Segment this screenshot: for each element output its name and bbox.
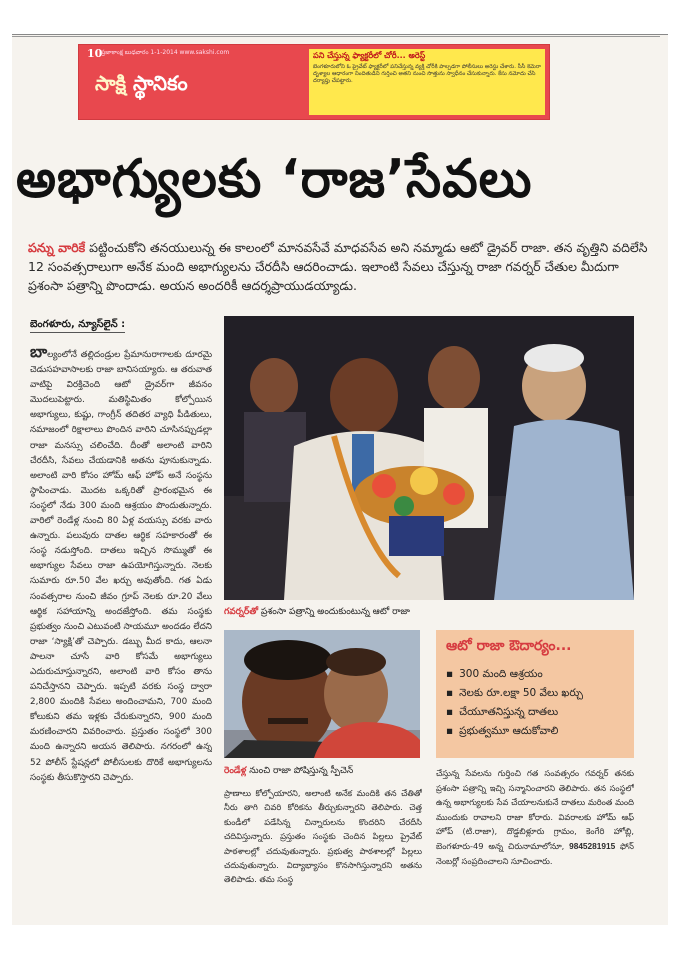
highlights-box [436,630,634,758]
right-column-text: చేస్తున్న సేవలను గుర్తించి గత సంవత్సరం గవర్నర్ తనకు ప్రశంసా పత్రాన్ని ఇచ్చి సన్మానించారని తెలిపారు. తన సంస్థలో ఉన్న అభాగ్యులకు సేవ చేయాలనుకునే దాతలు మరింత మంది ముందుకు రావాలని రాజా కోరారు. వివరాలకు హోమ్ ఆఫ్ హోప్ (టి.రాజా), దొడ్డబిళ్లూరు గ్రామం, కెంగేరి హోబ్లి, బెంగళూరు-49 అన్న చిరునామాలోనూ, [436,768,634,851]
section-header [78,44,550,120]
date-line: ప్రజాకాంక్ష బుధవారం 1-1-2014 www.sakshi.com [101,49,230,56]
dropcap: బా [30,344,48,361]
main-photo-caption [224,602,634,622]
raja-with-child-illustration [224,630,420,758]
child-photo-caption [224,766,353,778]
main-caption-highlight: గవర్నర్‌తో [224,607,259,617]
highlight-item: ▪ చేయూతనిస్తున్న దాతలు [446,703,624,722]
brand-name: సాక్షి [95,71,127,95]
highlight-item: ▪ 300 మంది ఆశ్రయం [446,665,624,684]
masthead [95,71,188,100]
main-caption-text: ప్రశంసా పత్రాన్ని అందుకుంటున్న ఆటో రాజా [258,607,410,617]
body-text: ల్యంలోనే తల్లిదండ్రుల ప్రేమానురాగాలకు దూరమై చెడుసహవాసాలకు రాజా బానిసయ్యారు. ఆ తరువాత వాటిపై విరక్తిచెంది ఆటో డ్రైవర్‌గా జీవనం మొదలుపెట్టారు. మతిస్థిమితం కోల్పోయిన అభాగ్యులు, కుష్టు, గాంగ్రీన్ తదితర వ్యాధి పీడితులు, నమాజంలో రిక్షాలాలు పొందిన వారిని చూసినప్పుడల్లా రాజా మనస్సు చలించేది. దీంతో అలాంటి వారిని చేరదీసి, సేవలు చేయడానికి అతను పూనుకున్నాడు. అలాంటి వారి కోసం హోమ్ ఆఫ్ హోప్ అనే సంస్థను స్థాపించాడు. మొదట ఒక్కరితో ప్రారంభమైన ఈ సంస్థలో నేడు 300 మంది ఆశ్రయం పొందుతున్నారు. వారిలో రెండేళ్ల నుంచి 80 ఏళ్ల వయస్సు వరకు వారు ఉన్నారు. పలువురు దాతల ఆర్థిక సహకారంతో ఈ సంస్థ నడుస్తోంది. దాతలు ఇచ్చిన సొమ్ముతో ఈ అభాగ్యుల సేవలు రాజా ఉపయోగిస్తున్నారు. నెలకు సుమారు రూ.50 వేల ఖర్చు అవుతోంది. గత ఏడు సంవత్సరాల నుంచి జీవం గ్రూప్ నెలకు రూ.20 వేలు ఆర్థిక సహాయాన్ని అందజేస్తోంది. తమ సంస్థకు ప్రభుత్వం నుంచి ఎటువంటి సాయమూ అందడం లేదని రాజా ‘స్యాక్షి’తో చెప్పారు. డబ్బు మీద కాదు, ఆలనా పాలనా చూసే వారి కోసమే అభాగ్యులు ఎదురుచూస్తున్నారని, అలాంటి వారి కోసం తాను పనిచేస్తానని చెప్పారు. ఇప్పటి వరకు సంస్థ ద్వారా 2,800 మందికి సేవలు అందించామని, 700 మంది కోలుకుని తమ ఇళ్లకు చేరుకున్నారని, 900 మంది మరణించారని వివరించారు. ప్రస్తుతం సంస్థలో 300 మంది ఉన్నారని అయన తెలిపారు. నగరంలో ఉన్న 52 పోలీస్ స్టేషన్లలో పోలీసులకు దొరికే అభాగ్యులను సంస్థకు తీసుకొస్తారని చెప్పారు. [30,350,212,783]
article-headline: అభాగ్యులకు ‘రాజ’సేవలు [16,148,533,210]
article-body-left-column [30,344,212,904]
section-name: స్థానికం [133,71,188,95]
article-body-right-column [436,766,634,904]
page-top-rule [12,36,660,37]
article-body-middle-column: ప్రాణాలు కోల్పోయారని, అలాంటి అనేక మందికి తన చేతితో నీరు తాగి చివరి కోరికను తీర్చుకున్నారని తెలిపారు. చెత్త కుండీలో పడేసిన్న చిన్నారులను కొందరిని చేరదీసి చదివిస్తున్నారు. ప్రస్తుతం సంస్థకు చెందిన పిల్లలు ప్రైవేట్ పాఠశాలల్లో చదువుతున్నారు. ప్రభుత్వ పాఠశాలల్లో పిల్లలు చదువుతున్నారు. విద్యాభ్యాసం కొనసాగిస్తున్నారని అతను తెలిపాడు. తమ సంస్థ [224,788,422,885]
raja-with-child-photo [224,630,420,758]
dateline: బెంగళూరు, న్యూస్‌లైన్ : [30,318,125,333]
teaser-box [309,49,545,115]
highlights-list [446,665,624,741]
intro-lead: పన్ను వారికే [28,240,86,255]
teaser-title: పని చేస్తున్న ఫ్యాక్టరీలో చోరీ... అరెస్ట్ [313,51,426,60]
right-column-end: ఫోన్ నెంబర్లో సంప్రదించాలని సూచించారు. [436,840,634,866]
article-intro [28,238,656,295]
teaser-text: బెంగళూరులోని ఓ ప్రైవేట్ ఫ్యాక్టరీలో పనిచేస్తున్న వ్యక్తి చోరీకి పాల్పడగా పోలీసులు అరెస్టు చేశారు. సీసీ కెమెరా దృశ్యాల ఆధారంగా నిందితుడిని గుర్తించి అతని నుంచి సొత్తును స్వాధీనం చేసుకున్నారు. కేసు నమోదు చేసి దర్యాప్తు చేపట్టారు. [313,64,542,84]
highlight-item: ▪ నెలకు రూ.లక్షా 50 వేలు ఖర్చు [446,684,624,703]
governor-award-photo [224,316,634,600]
page-number: 10 [87,47,103,60]
highlight-item: ▪ ప్రభుత్వమూ ఆదుకోవాలి [446,722,624,741]
highlights-title: ఆటో రాజా ఔదార్యం... [446,638,572,654]
intro-text: పట్టించుకోని తనయులున్న ఈ కాలంలో మానవసేవే మాధవసేవ అని నమ్మాడు ఆటో డ్రైవర్ రాజా. తన వృత్తిని వదిలేసి 12 సంవత్సరాలుగా అనేక మంది అభాగ్యులను చేరదీసి ఆదరించాడు. ఇలాంటి సేవలు చేస్తున్న రాజా గవర్నర్ చేతుల మీదుగా ప్రశంసా పత్రాన్ని పొందాడు. అయన అందరికీ ఆదర్శప్రాయుడయ్యాడు. [28,240,648,293]
contact-phone: 9845281915 [569,840,616,851]
child-caption-highlight: రెండేళ్ల [224,766,247,776]
child-caption-text: నుంచి రాజా పోషిస్తున్న స్పీచెన్ [246,766,354,776]
governor-award-illustration [224,316,634,600]
